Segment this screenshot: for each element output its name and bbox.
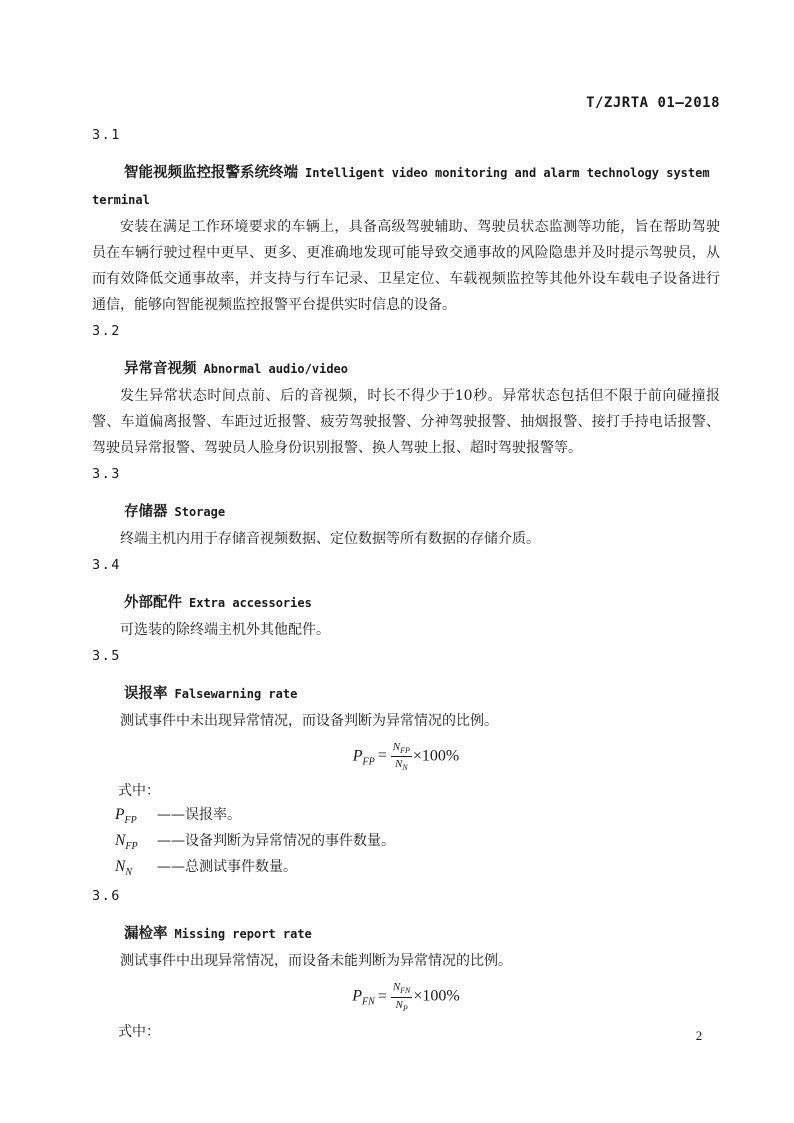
symbol-var: N: [115, 858, 126, 876]
formula-missing-report-rate: [92, 978, 720, 1015]
formula-lhs: P: [352, 987, 363, 1005]
section-3-2: [92, 322, 720, 461]
numerator-sub: FP: [400, 746, 410, 756]
section-number: 3.4: [92, 557, 121, 573]
section-number: 3.1: [92, 127, 121, 143]
term-en: Missing report rate: [174, 927, 312, 942]
equals-sign: =: [377, 747, 387, 765]
definition-paragraph: 发生异常状态时间点前、后的音视频，时长不得少于10秒。异常状态包括但不限于前向碰撞报警、车道偏离报警、车距过近报警、疲劳驾驶报警、分神驾驶报警、抽烟报警、接打手持电话报警、驾驶员异常报警、驾驶员人脸身份识别报警、换人驾驶上报、超时驾驶报警等。: [92, 388, 720, 456]
symbol-description: ——总测试事件数量。: [157, 859, 297, 876]
denominator-var: N: [395, 998, 403, 1011]
symbol-description: ——设备判断为异常情况的事件数量。: [157, 833, 395, 850]
fraction-denominator: [391, 998, 413, 1013]
term-en: Falsewarning rate: [174, 687, 298, 701]
formula-false-warning-rate: [92, 738, 720, 775]
term-heading: [92, 159, 720, 213]
term-zh: 智能视频监控报警系统终端: [124, 165, 298, 181]
term-heading: [92, 355, 720, 382]
where-label: 式中：: [118, 1023, 160, 1040]
section-number: 3.6: [92, 888, 121, 905]
fraction-numerator: [391, 741, 412, 757]
term-en: Abnormal audio/video: [203, 362, 348, 376]
section-3-1: [92, 126, 720, 318]
definition-paragraph: 终端主机内用于存储音视频数据、定位数据等所有数据的存储介质。: [120, 531, 540, 547]
equals-sign: =: [377, 987, 387, 1005]
symbol-var: P: [115, 806, 125, 824]
term-heading: [92, 920, 720, 947]
fraction-numerator: [391, 981, 413, 997]
symbol-description: ——误报率。: [157, 807, 241, 824]
term-en: Extra accessories: [189, 596, 312, 610]
term-heading: [92, 680, 720, 707]
doc-code: T/ZJRTA 01—2018: [586, 95, 720, 111]
numerator-var: N: [392, 981, 401, 994]
definition-paragraph: 安装在满足工作环境要求的车辆上，具备高级驾驶辅助、驾驶员状态监测等功能，旨在帮助驾驶员在车辆行驶过程中更早、更多、更准确地发现可能导致交通事故的风险隐患并及时提示驾驶员，从而有效降低交通事故率，并支持与行车记录、卫星定位、车载视频监控等其他外设车载电子设备进行通信，能够向智能视频监控报警平台提供实时信息的设备。: [92, 219, 720, 313]
denominator-sub: P: [402, 1003, 408, 1013]
section-number: 3.3: [92, 466, 121, 482]
fraction-denominator: [391, 757, 412, 772]
formula-suffix: ×100%: [413, 987, 460, 1005]
symbol: [115, 858, 157, 878]
symbol: [115, 806, 157, 826]
symbol-definition-row: [115, 830, 720, 856]
section-3-6: [92, 887, 720, 1044]
formula-lhs: P: [352, 747, 363, 765]
section-3-5: [92, 647, 720, 882]
page-number: 2: [695, 1028, 703, 1043]
where-label: 式中：: [118, 783, 160, 800]
symbol-definition-row: [115, 804, 720, 830]
term-zh: 异常音视频: [124, 361, 197, 377]
fraction: [391, 981, 413, 1012]
numerator-var: N: [392, 741, 401, 753]
term-zh: 误报率: [124, 686, 168, 702]
symbol: [115, 832, 157, 852]
term-zh: 外部配件: [124, 595, 182, 611]
term-en: Storage: [174, 505, 226, 519]
term-en: Intelligent video monitoring and alarm technology system terminal: [92, 166, 710, 207]
formula-lhs-sub: FP: [362, 756, 375, 768]
section-3-4: [92, 556, 720, 643]
section-3-3: [92, 465, 720, 552]
definition-paragraph: 测试事件中出现异常情况，而设备未能判断为异常情况的比例。: [120, 953, 512, 970]
term-heading: [92, 589, 720, 616]
term-heading: [92, 498, 720, 525]
symbol-sub: N: [125, 867, 133, 879]
term-zh: 存储器: [124, 504, 168, 520]
symbol-sub: FP: [125, 841, 138, 853]
definition-paragraph: 可选装的除终端主机外其他配件。: [120, 622, 330, 638]
definition-paragraph: 测试事件中未出现异常情况，而设备判断为异常情况的比例。: [120, 713, 498, 729]
section-number: 3.5: [92, 648, 121, 664]
section-number: 3.2: [92, 323, 121, 339]
denominator-var: N: [394, 758, 403, 771]
numerator-sub: FN: [400, 986, 411, 996]
symbol-definition-row: [115, 856, 720, 882]
fraction: [391, 741, 412, 772]
formula-suffix: ×100%: [412, 747, 460, 765]
term-zh: 漏检率: [124, 926, 168, 943]
symbol-var: N: [115, 832, 126, 850]
symbol-definitions: [92, 804, 720, 882]
symbol-sub: FP: [124, 815, 137, 827]
formula-lhs-sub: FN: [362, 996, 375, 1008]
denominator-sub: N: [402, 763, 408, 773]
